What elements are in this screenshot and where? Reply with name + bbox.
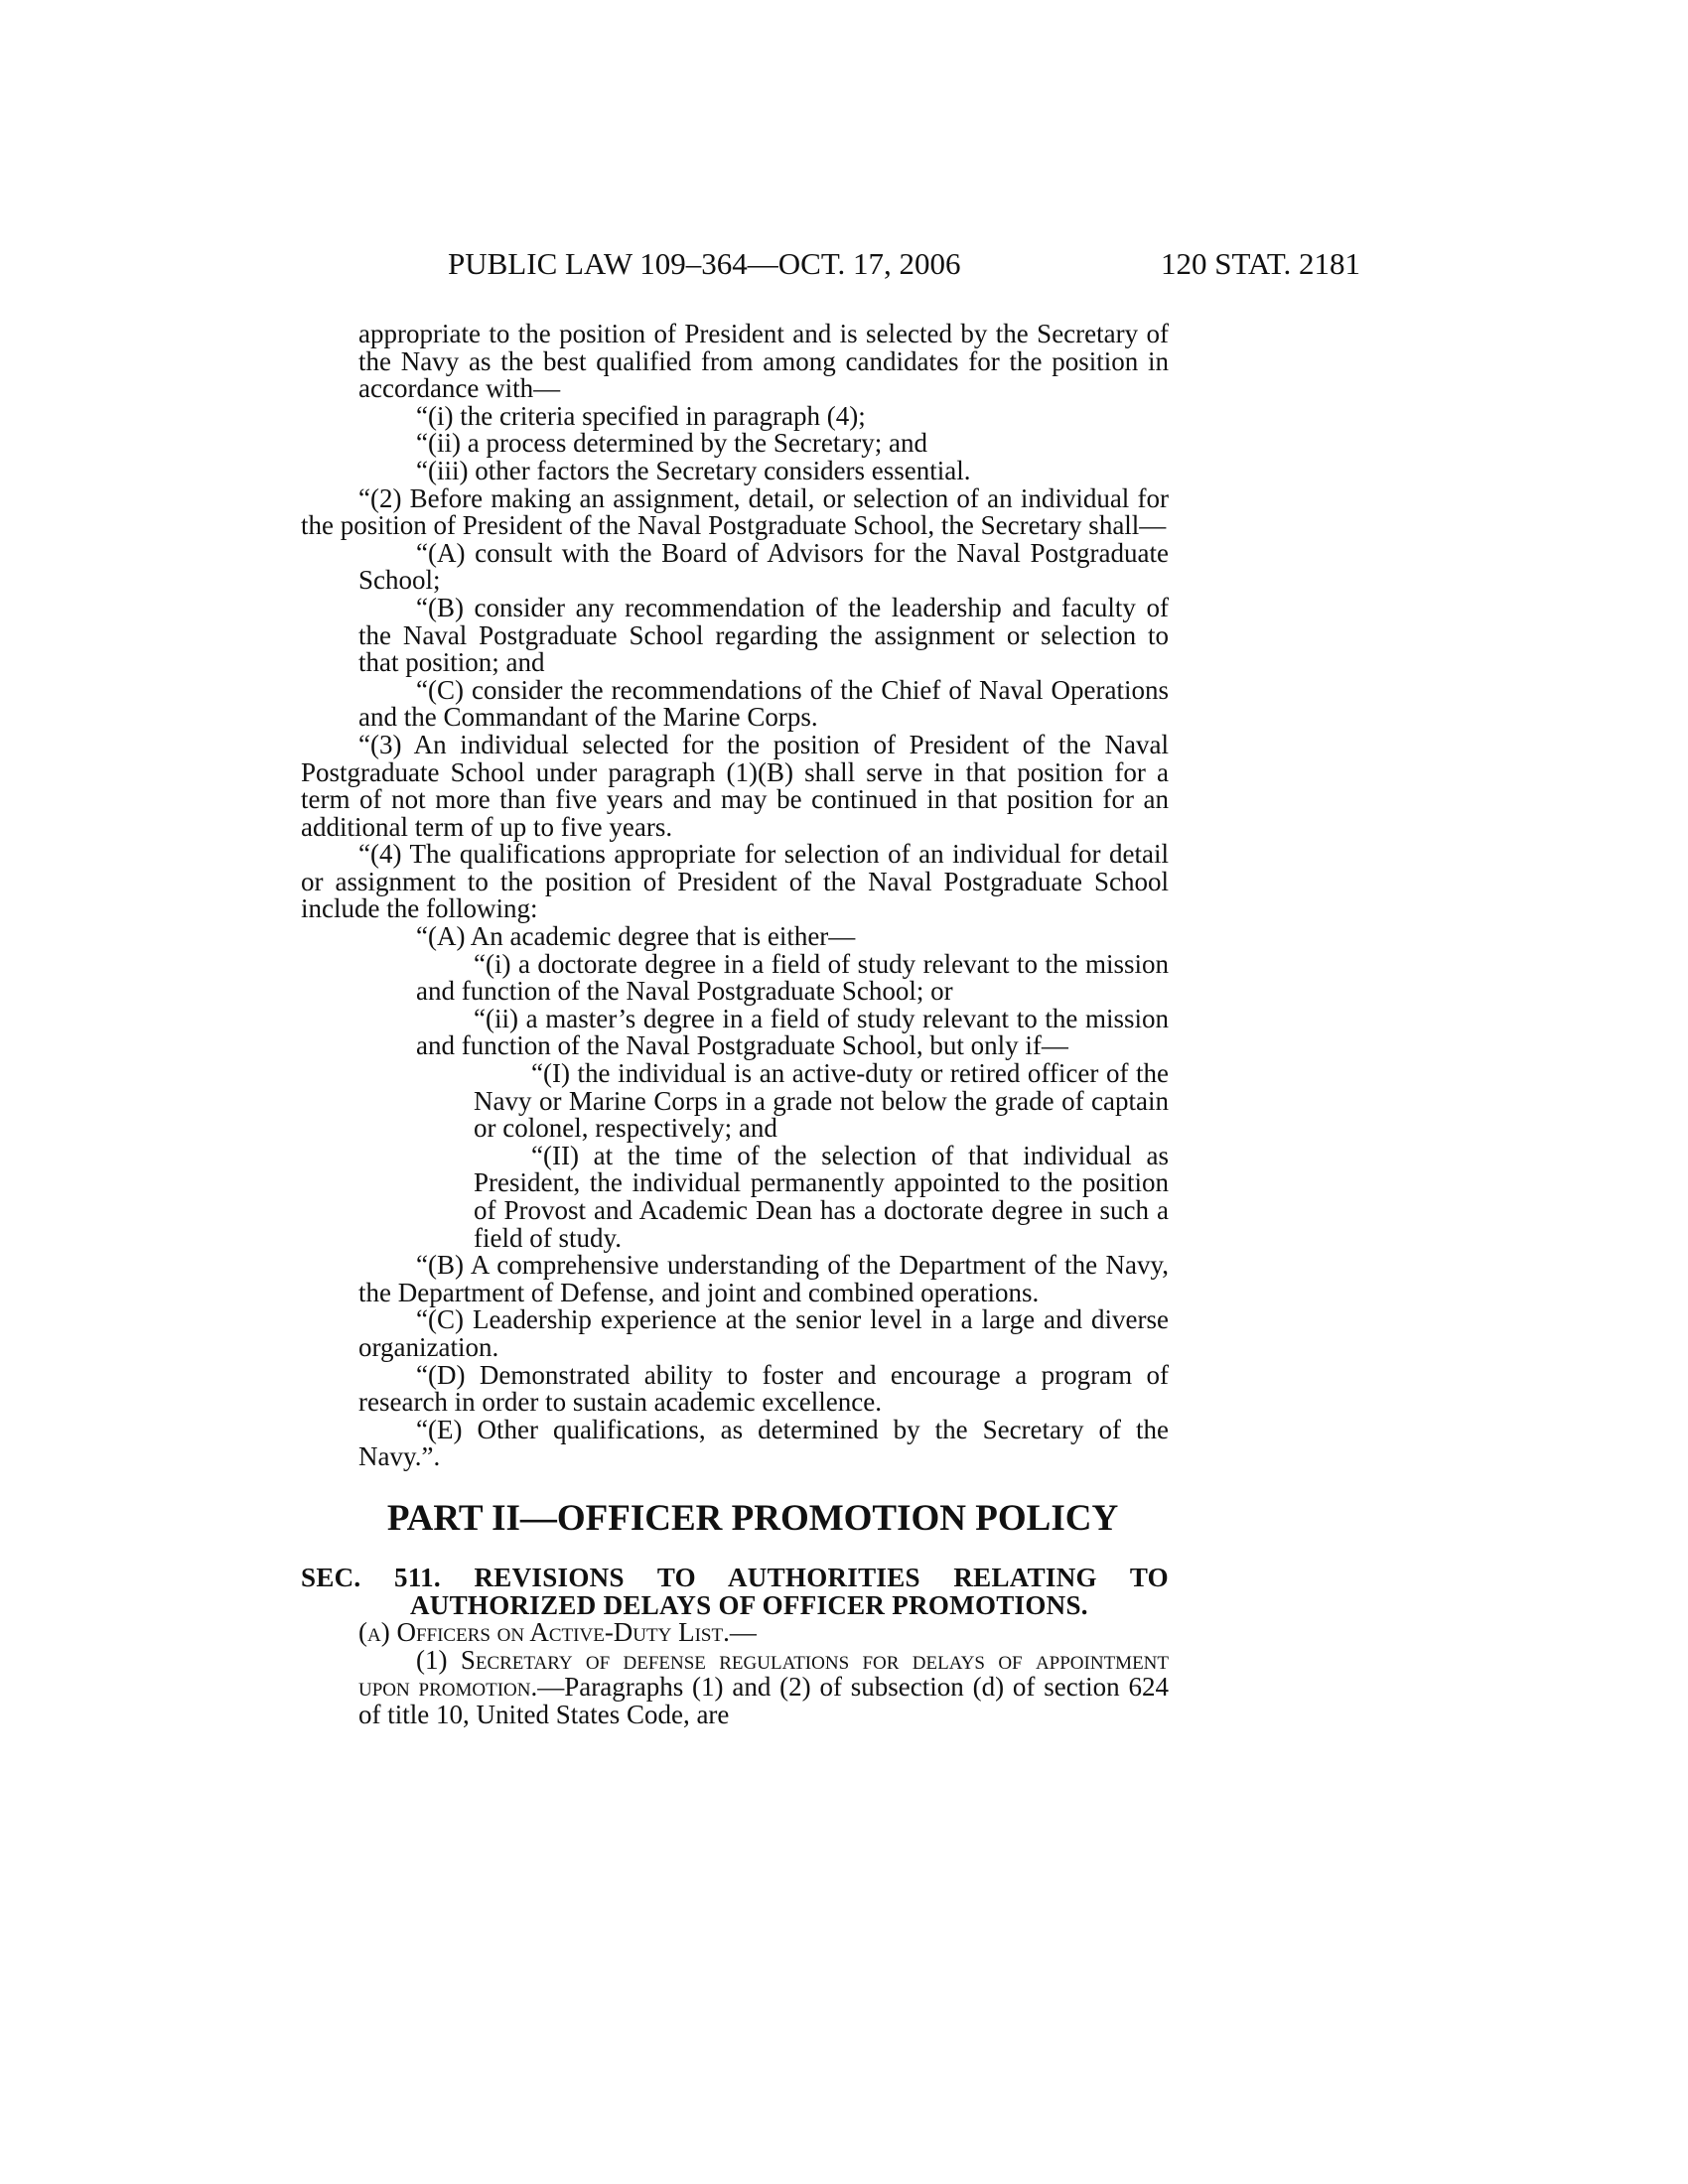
subparagraph-B-understanding: “(B) A comprehensive understanding of the Department of the Navy, the Department of Defense, and joint and combined operations. xyxy=(358,1250,1169,1307)
subparagraph-C-leadership: “(C) Leadership experience at the senior level in a large and diverse organization. xyxy=(358,1304,1169,1362)
clause-iii: “(iii) other factors the Secretary considers essential. xyxy=(416,455,971,485)
statute-page-number: 120 STAT. 2181 xyxy=(1160,246,1360,281)
subparagraph-A-degree: “(A) An academic degree that is either— xyxy=(416,921,856,952)
subparagraph-A-consult: “(A) consult with the Board of Advisors for the Naval Postgraduate School; xyxy=(358,537,1169,596)
paragraph-1-text: —Paragraphs (1) and (2) of subsection (d) of section 624 of title 10, United States Code, are xyxy=(358,1672,1169,1729)
running-head-title: PUBLIC LAW 109–364—OCT. 17, 2006 xyxy=(448,246,961,281)
paragraph-3: “(3) An individual selected for the position of President of the Naval Postgraduate School under paragraph (1)(B) shall serve in that position for a term of not more than five years and may be continued in that position for an additional term of up to five years. xyxy=(301,729,1169,842)
clause-i: “(i) the criteria specified in paragraph (4); xyxy=(416,400,866,431)
page-header xyxy=(0,244,1688,284)
paragraph-1-amendment xyxy=(301,1644,1169,1729)
subparagraph-E-other: “(E) Other qualifications, as determined by the Secretary of the Navy.”. xyxy=(358,1414,1169,1472)
subclause-I: “(I) the individual is an active-duty or retired officer of the Navy or Marine Corps in a grade not below the grade of captain or colonel, respectively; and xyxy=(474,1058,1169,1144)
clause-ii: “(ii) a process determined by the Secretary; and xyxy=(416,428,928,459)
subparagraph-C-consider: “(C) consider the recommendations of the Chief of Naval Operations and the Commandant of the Marine Corps. xyxy=(358,674,1169,733)
document-body xyxy=(301,321,1169,1729)
clause-i-doctorate: “(i) a doctorate degree in a field of study relevant to the mission and function of the Naval Postgraduate School; or xyxy=(416,948,1169,1007)
paragraph-continuation: appropriate to the position of President and is selected by the Secretary of the Navy as the best qualified from among candidates for the position in accordance with— xyxy=(358,319,1169,404)
paragraph-2: “(2) Before making an assignment, detail, or selection of an individual for the position of President of the Naval Postgraduate School, the Secretary shall— xyxy=(301,482,1169,541)
part-heading: PART II—OFFICER PROMOTION POLICY xyxy=(386,1497,1119,1539)
paragraph-1-caption: (1) Secretary of defense regulations for delays of appointment upon promotion. xyxy=(358,1644,1169,1703)
clause-ii-masters: “(ii) a master’s degree in a field of study relevant to the mission and function of the Naval Postgraduate School, but only if— xyxy=(416,1003,1169,1061)
section-heading: SEC. 511. REVISIONS TO AUTHORITIES RELATING TO AUTHORIZED DELAYS OF OFFICER PROMOTIONS. xyxy=(301,1562,1169,1620)
subparagraph-B-consider: “(B) consider any recommendation of the leadership and faculty of the Naval Postgraduate School regarding the assignment or selection to that position; and xyxy=(358,592,1169,678)
subsection-a-caption: (a) Officers on Active-Duty List.— xyxy=(358,1617,757,1648)
subclause-II: “(II) at the time of the selection of that individual as President, the individual permanently appointed to the position of Provost and Academic Dean has a doctorate degree in such a field of study. xyxy=(474,1140,1169,1253)
subsection-a-heading xyxy=(301,1619,1169,1647)
subparagraph-D-research: “(D) Demonstrated ability to foster and encourage a program of research in order to sustain academic excellence. xyxy=(358,1359,1169,1418)
paragraph-4: “(4) The qualifications appropriate for selection of an individual for detail or assignment to the position of President of the Naval Postgraduate School include the following: xyxy=(301,839,1169,924)
